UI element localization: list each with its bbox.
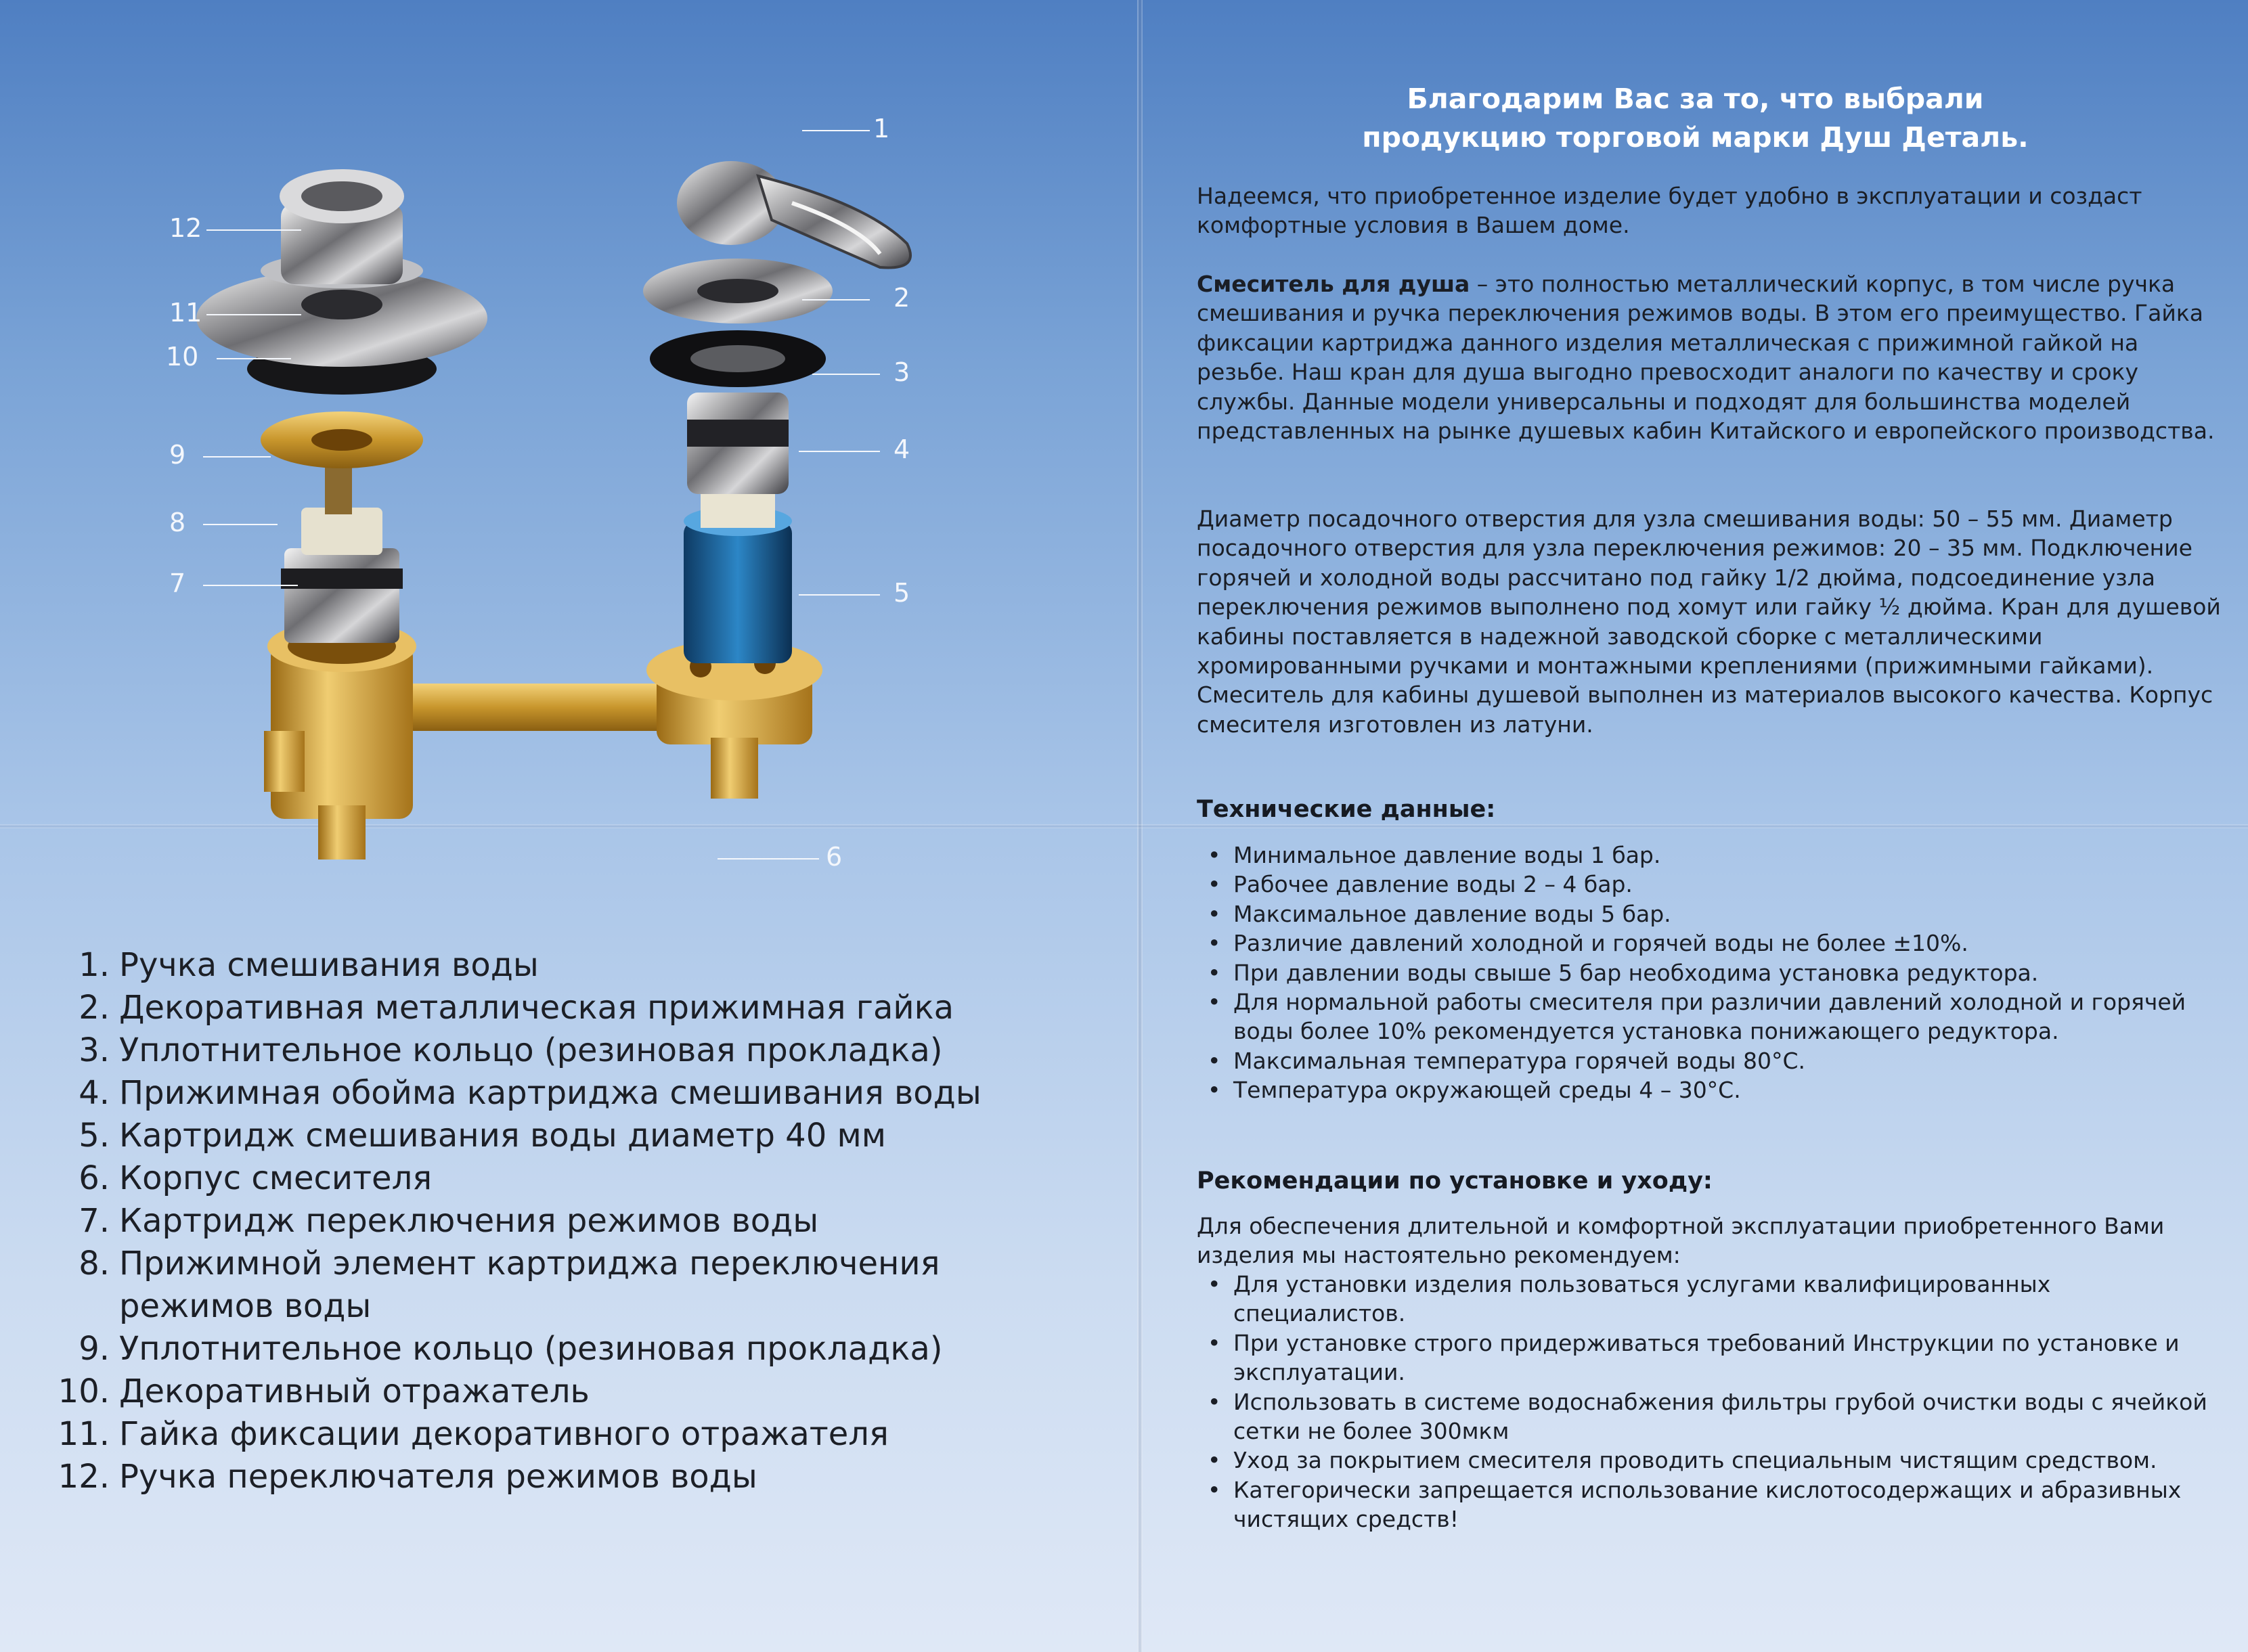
- callout-8: 8: [169, 508, 186, 537]
- callout-line-4: [799, 451, 880, 452]
- callout-10: 10: [166, 342, 199, 372]
- diameter-paragraph: Диаметр посадочного отверстия для узла смешивания воды: 50 – 55 мм. Диаметр посадочного отверстия для узла переключения режимов: 20 – 35 мм. Подключение горячей и холодной воды рассчитано под гайку 1/2 дюйма, подсоединение узла переключения режимов выполнено под хомут или гайку ½ дюйма. Кран для душевой кабины поставляется в надежной заводской сборке с металлическими хромированными ручками и монтажными креплениями (прижимными гайками). Смеситель для кабины душевой выполнен из материалов высокого качества. Корпус смесителя изготовлен из латуни.: [1197, 506, 2221, 738]
- callout-line-6: [718, 858, 819, 860]
- callout-4: 4: [894, 434, 910, 464]
- callout-line-12: [206, 229, 301, 231]
- parts-list-item: 11. Гайка фиксации декоративного отражателя: [58, 1415, 889, 1453]
- tech-data-list: [1197, 841, 2226, 1105]
- right-panel: [1143, 0, 2248, 1652]
- callout-12: 12: [169, 213, 202, 243]
- tech-item: • Рабочее давление воды 2 – 4 бар.: [1197, 870, 2226, 899]
- tech-item: • Различие давлений холодной и горячей воды не более ±10%.: [1197, 929, 2226, 958]
- recommendation-item: • Уход за покрытием смесителя проводить специальным чистящим средством.: [1197, 1446, 2226, 1475]
- parts-list-item: 1. Ручка смешивания воды: [79, 946, 539, 984]
- recommendations-title: Рекомендации по установке и уходу:: [1197, 1167, 1713, 1195]
- recommendation-item: • При установке строго придерживаться требований Инструкции по установке и эксплуатации.: [1197, 1329, 2226, 1387]
- parts-list-item: 2. Декоративная металлическая прижимная гайка: [79, 989, 954, 1027]
- callout-line-3: [812, 374, 880, 375]
- intro-paragraph: Надеемся, что приобретенное изделие будет удобно в эксплуатации и создаст комфортные условия в Вашем доме.: [1197, 183, 2142, 239]
- parts-list-item: 6. Корпус смесителя: [79, 1159, 433, 1197]
- callout-line-10: [217, 358, 291, 359]
- callout-line-8: [203, 524, 278, 525]
- tech-item: • Для нормальной работы смесителя при различии давлений холодной и горячей воды более 10% рекомендуется установка понижающего редуктора.: [1197, 987, 2226, 1046]
- callout-line-5: [799, 594, 880, 596]
- parts-list: [47, 944, 1124, 1498]
- mixer-term: Смеситель для душа: [1197, 271, 1470, 297]
- parts-list-item: 7. Картридж переключения режимов воды: [79, 1202, 819, 1240]
- parts-list-item: 12. Ручка переключателя режимов воды: [58, 1458, 757, 1496]
- tech-item: • Максимальное давление воды 5 бар.: [1197, 899, 2226, 929]
- callout-9: 9: [169, 440, 186, 470]
- callout-5: 5: [894, 578, 910, 608]
- callout-6: 6: [826, 842, 843, 872]
- callout-line-2: [802, 299, 870, 300]
- parts-list-item: 3. Уплотнительное кольцо (резиновая прокладка): [79, 1031, 943, 1069]
- mixer-exploded-illustration: [122, 102, 1036, 900]
- mixer-description: Смеситель для душа – это полностью металлический корпус, в том числе ручка смешивания и ручка переключения режимов воды. В этом его преимущество. Гайка фиксации картриджа данного изделия металлическая с прижимной гайкой на резьбе. Наш кран для душа выгодно превосходит аналоги по качеству и сроку службы. Данные модели универсальны и подходят для большинства моделей представленных на рынке душевых кабин Китайского и европейского производства.: [1197, 271, 2215, 445]
- callout-line-1: [802, 130, 870, 131]
- recommendation-item: • Для установки изделия пользоваться услугами квалифицированных специалистов.: [1197, 1270, 2226, 1329]
- callout-line-9: [203, 456, 271, 457]
- tech-item: • Минимальное давление воды 1 бар.: [1197, 841, 2226, 870]
- tech-item: • При давлении воды свыше 5 бар необходима установка редуктора.: [1197, 958, 2226, 987]
- parts-list-item: 9. Уплотнительное кольцо (резиновая прокладка): [79, 1330, 943, 1368]
- tech-item: • Температура окружающей среды 4 – 30°С.: [1197, 1075, 2226, 1104]
- callout-line-7: [203, 585, 298, 586]
- recommendations-intro: Для обеспечения длительной и комфортной эксплуатации приобретенного Вами изделия мы настоятельно рекомендуем:: [1197, 1213, 2165, 1269]
- parts-list-item: 4. Прижимная обойма картриджа смешивания воды: [79, 1074, 982, 1112]
- parts-list-item: 5. Картридж смешивания воды диаметр 40 мм: [79, 1117, 886, 1155]
- parts-list-item: 10. Декоративный отражатель: [58, 1372, 590, 1410]
- callout-line-11: [206, 314, 301, 315]
- mixer-exploded-diagram: [122, 102, 1036, 900]
- tech-section-title: Технические данные:: [1197, 796, 1496, 823]
- tech-item: • Максимальная температура горячей воды 80°С.: [1197, 1046, 2226, 1075]
- thank-you-heading: Благодарим Вас за то, что выбрали продукцию торговой марки Душ Деталь.: [1362, 83, 2029, 154]
- parts-list-item: 8. Прижимной элемент картриджа переключения режимов воды: [79, 1245, 940, 1325]
- recommendation-item: • Категорически запрещается использование кислотосодержащих и абразивных чистящих средств!: [1197, 1475, 2226, 1534]
- callout-11: 11: [169, 298, 202, 328]
- callout-7: 7: [169, 568, 186, 598]
- recommendations-list: [1197, 1270, 2226, 1534]
- callout-1: 1: [873, 114, 890, 143]
- recommendation-item: • Использовать в системе водоснабжения фильтры грубой очистки воды с ячейкой сетки не более 300мкм: [1197, 1387, 2226, 1446]
- callout-3: 3: [894, 357, 910, 387]
- callout-2: 2: [894, 283, 910, 313]
